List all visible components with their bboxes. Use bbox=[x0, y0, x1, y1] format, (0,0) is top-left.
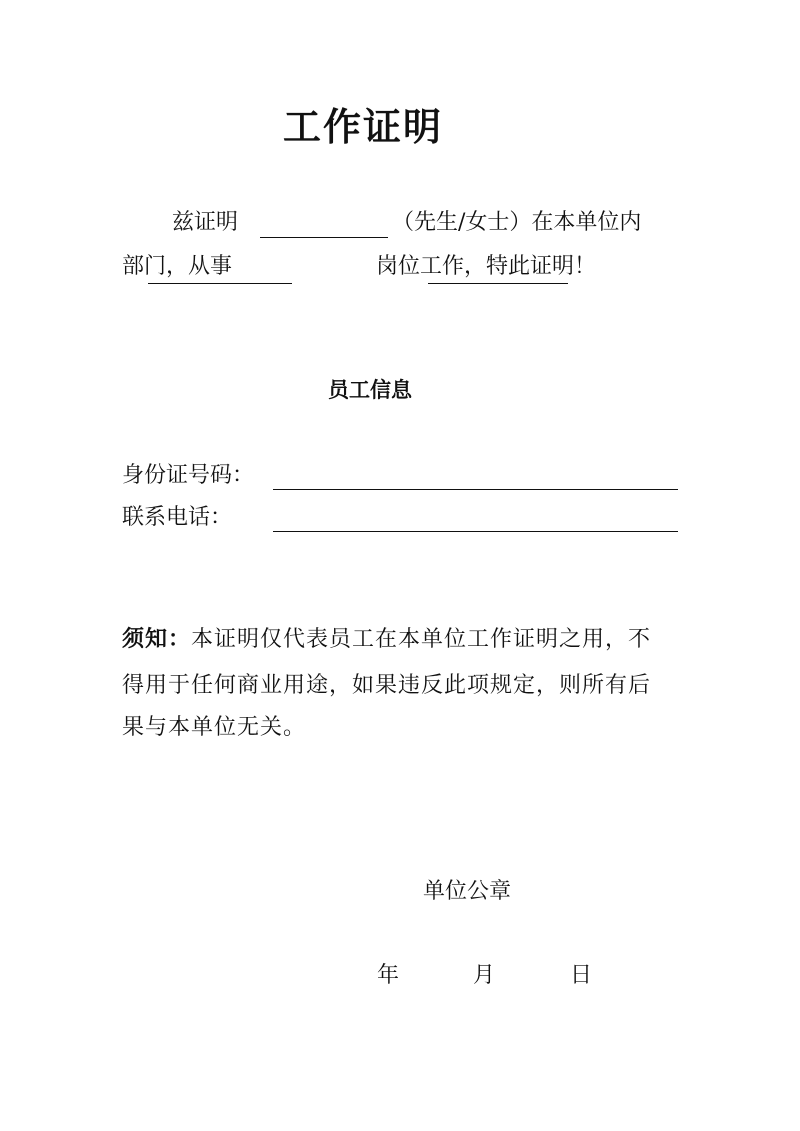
name-blank[interactable] bbox=[260, 237, 388, 238]
phone-label: 联系电话： bbox=[122, 505, 233, 530]
certify-suffix: （先生/女士）在本单位内 bbox=[392, 210, 642, 235]
position-text: 岗位工作，特此证明！ bbox=[376, 254, 597, 279]
id-number-field[interactable] bbox=[273, 489, 678, 490]
phone-field[interactable] bbox=[273, 531, 678, 532]
date-day: 日 bbox=[570, 963, 593, 988]
date-year: 年 bbox=[377, 963, 400, 988]
seal-label: 单位公章 bbox=[423, 879, 512, 904]
department-blank[interactable] bbox=[148, 283, 292, 284]
date-month: 月 bbox=[473, 963, 496, 988]
department-text: 部门，从事 bbox=[122, 254, 233, 279]
section-title: 员工信息 bbox=[328, 377, 412, 402]
id-number-label: 身份证号码： bbox=[122, 463, 255, 488]
certify-prefix: 兹证明 bbox=[172, 210, 239, 235]
document-title: 工作证明 bbox=[283, 104, 444, 149]
notice-text-1: 本证明仅代表员工在本单位工作证明之用，不 bbox=[191, 627, 652, 652]
notice-label: 须知： bbox=[122, 626, 192, 652]
position-blank[interactable] bbox=[428, 283, 568, 284]
notice-line-2: 得用于任何商业用途，如果违反此项规定，则所有后 bbox=[122, 673, 652, 698]
notice-line-3: 果与本单位无关。 bbox=[122, 715, 307, 740]
notice-line-1 bbox=[122, 628, 651, 651]
